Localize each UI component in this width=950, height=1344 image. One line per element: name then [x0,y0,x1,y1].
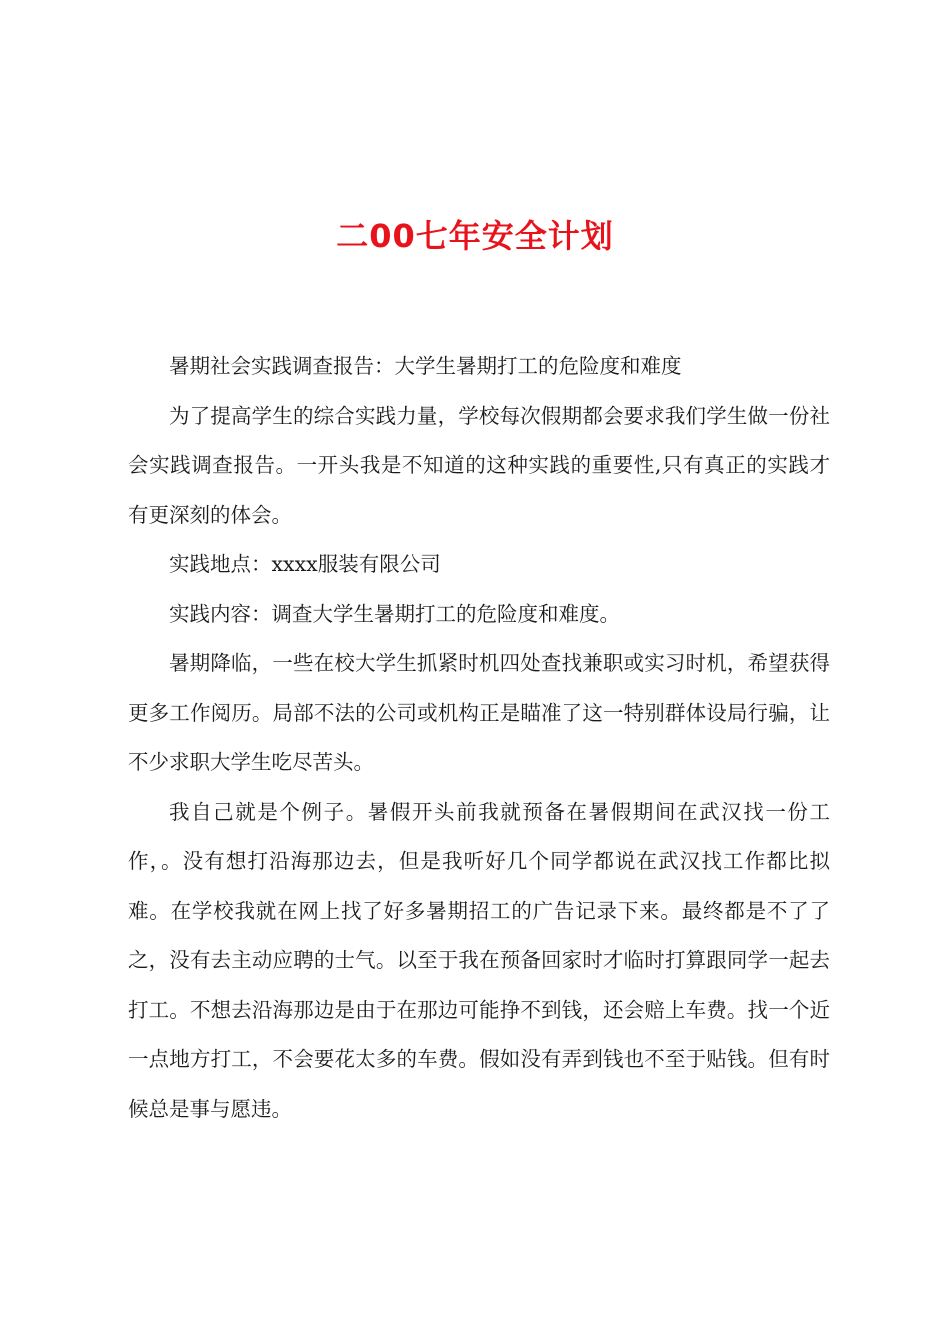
paragraph-report-heading: 暑期社会实践调查报告：大学生暑期打工的危险度和难度 [169,354,682,378]
paragraph-intro: 为了提高学生的综合实践力量，学校每次假期都会要求我们学生做一份社会实践调查报告。一开头我是不知道的这种实践的重要性,只有真正的实践才有更深刻的体会。 [128,403,830,527]
document-title: 二00七年安全计划 [336,217,614,255]
paragraph-content: 实践内容：调查大学生暑期打工的危险度和难度。 [169,601,620,626]
document-body [128,342,830,1134]
paragraph-background: 暑期降临，一些在校大学生抓紧时机四处查找兼职或实习时机，希望获得更多工作阅历。局部不法的公司或机构正是瞄准了这一特别群体设局行骗，让不少求职大学生吃尽苦头。 [128,651,830,774]
paragraph-location: 实践地点：xxxx服装有限公司 [169,552,441,576]
paragraph-personal-example: 我自己就是个例子。暑假开头前我就预备在暑假期间在武汉找一份工作，。没有想打沿海那边去，但是我听好几个同学都说在武汉找工作都比拟难。在学校我就在网上找了好多暑期招工的广告记录下来。最终都是不了了之，没有去主动应聘的士气。以至于我在预备回家时才临时打算跟同学一起去打工。不想去沿海那边是由于在那边可能挣不到钱，还会赔上车费。找一个近一点地方打工，不会要花太多的车费。假如没有弄到钱也不至于贴钱。但有时候总是事与愿违。 [128,799,830,1121]
